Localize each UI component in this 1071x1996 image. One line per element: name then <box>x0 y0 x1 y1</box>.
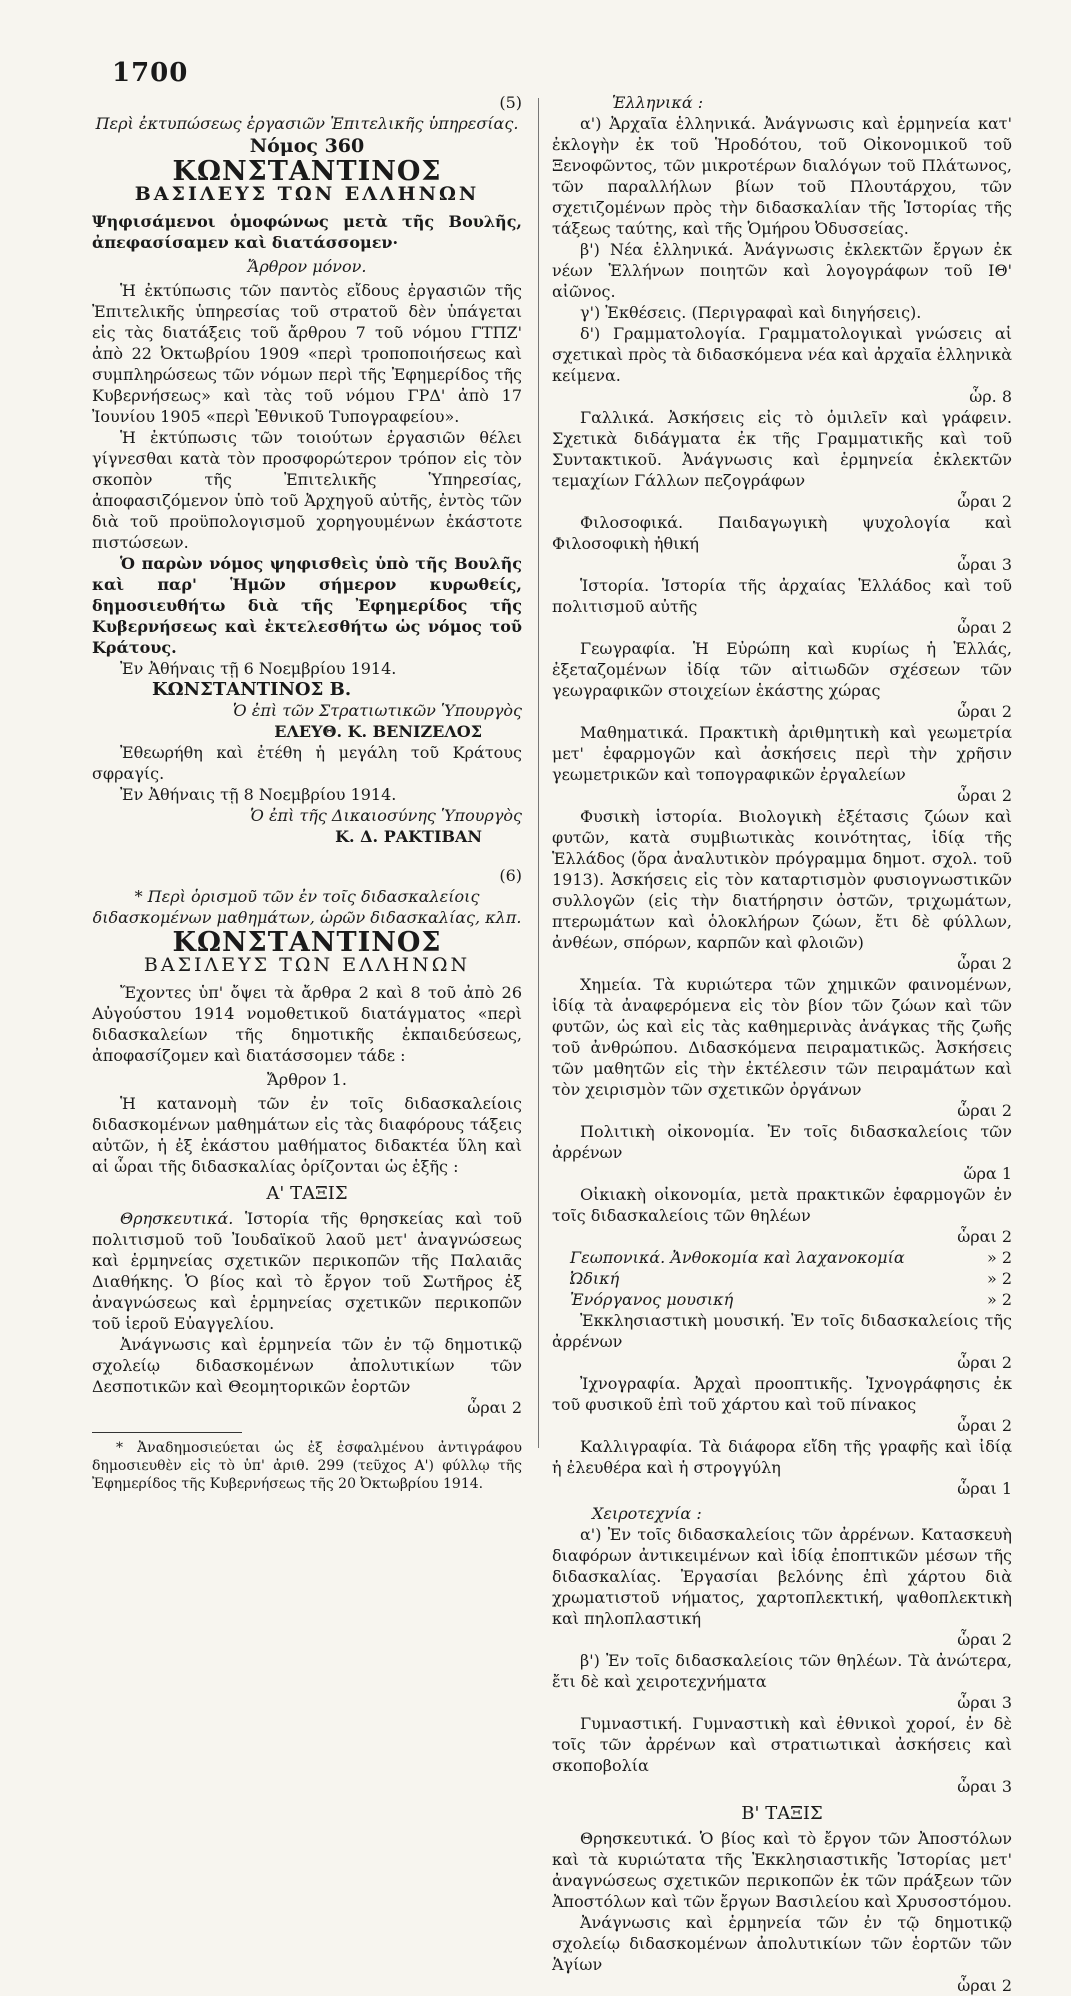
enactment-clause: Ψηφισάμενοι ὁμοφώνως μετὰ τῆς Βουλῆς, ἀπεφασίσαμεν καὶ διατάσσομεν· <box>92 212 522 252</box>
section-number-5: (5) <box>499 93 522 112</box>
hours: ὧραι 2 <box>467 1398 522 1417</box>
date-line: Ἐν Ἀθήναις τῇ 6 Νοεμβρίου 1914. <box>120 659 397 678</box>
hours: » 2 <box>986 1248 1012 1267</box>
subject-text: Γεωγραφία. Ἡ Εὐρώπη καὶ κυρίως ἡ Ἑλλάς, ἐξεταζομένων ἰδίᾳ τῶν αἰτιωδῶν σχέσεων τῶν γεωγραφικῶν στοιχείων ἑκάστης χώρας <box>552 639 1012 700</box>
king-subheading: ΒΑΣΙΛΕΥΣ ΤΩΝ ΕΛΛΗΝΩΝ <box>143 954 471 976</box>
class-heading-a: Α' ΤΑΞΙΣ <box>266 1183 348 1204</box>
law-number: Νόμος 360 <box>249 135 365 157</box>
hours: ὧραι 2 <box>957 1416 1012 1435</box>
article-heading: Ἄρθρον μόνον. <box>247 257 367 276</box>
subject-text: Οἰκιακὴ οἰκονομία, μετὰ πρακτικῶν ἐφαρμογῶν ἐν τοῖς διδασκαλείοις τῶν θηλέων <box>552 1185 1012 1225</box>
paragraph: Ἡ ἐκτύπωσις τῶν παντὸς εἴδους ἐργασιῶν τῆς Ἐπιτελικῆς ὑπηρεσίας τοῦ στρατοῦ δὲν ὑπάγεται εἰς τὰς διατάξεις τοῦ ἄρθρου 7 τοῦ νόμου ΓΤΠΖ' ἀπὸ 22 Ὀκτωβρίου 1909 «περὶ τροποποιήσεως καὶ συμπληρώσεως τῶν νόμων περὶ τῆς Ἐφημερίδος τῆς Κυβερνήσεως» καὶ τὰς τοῦ νόμου ΓΡΔ' ἀπὸ 17 Ἰουνίου 1905 «περὶ Ἐθνικοῦ Τυπογραφείου». <box>92 281 522 426</box>
hours: ὧραι 2 <box>957 618 1012 637</box>
king-heading: ΚΩΝΣΤΑΝΤΙΝΟΣ <box>172 927 442 958</box>
subject-text: Θρησκευτικά. Ὁ βίος καὶ τὸ ἔργον τῶν Ἀποστόλων καὶ τὰ κυριώτατα τῆς Ἐκκλησιαστικῆς Ἱστορίας μετ' ἀναγνώσεως σχετικῶν περικοπῶν ἐκ τῶν πράξεων τῶν Ἀποστόλων καὶ τῶν ἔργων Βασιλείου καὶ Χρυσοστόμου. <box>552 1829 1012 1911</box>
minister-title: Ὁ ἐπὶ τῶν Στρατιωτικῶν Ὑπουργὸς <box>232 701 522 720</box>
subject-text: β') Ἐν τοῖς διδασκαλείοις τῶν θηλέων. Τὰ ἀνώτερα, ἔτι δὲ καὶ χειροτεχνήματα <box>552 1651 1012 1691</box>
hours: ὧρ. 8 <box>969 387 1012 406</box>
hours: ὧραι 2 <box>957 786 1012 805</box>
subject-text: Ἐνόργανος μουσική <box>570 1290 734 1309</box>
hours: ὧραι 2 <box>957 1630 1012 1649</box>
left-column <box>92 92 522 1493</box>
subject-label: Χειροτεχνία : <box>592 1504 702 1523</box>
subject-text: Φυσικὴ ἱστορία. Βιολογικὴ ἐξέτασις ζώων καὶ φυτῶν, κατὰ συμβιωτικὰς κοινότητας, ἰδίᾳ τῆς Ἑλλάδος (ὅρα ἀναλυτικὸν πρόγραμμα δημοτ. σχολ. τοῦ 1913). Ἀσκήσεις εἰς τὸν καταρτισμὸν φυσιογνωστικῶν συλλογῶν (εἰς τὴν διατήρησιν ὀστῶν, τριχωμάτων, πτερωμάτων καὶ ὁλοκλήρων ζώων, ἔτι δὲ φύλλων, ἀνθέων, σπόρων, καρπῶν καὶ φλοιῶν) <box>552 807 1012 952</box>
hours: ὧραι 2 <box>957 954 1012 973</box>
king-signature: ΚΩΝΣΤΑΝΤΙΝΟΣ Β. <box>152 679 352 700</box>
section-number-6: (6) <box>499 866 522 885</box>
date-line: Ἐν Ἀθήναις τῇ 8 Νοεμβρίου 1914. <box>120 785 397 804</box>
hours: ὧραι 1 <box>957 1479 1012 1498</box>
subject-text: Πολιτικὴ οἰκονομία. Ἐν τοῖς διδασκαλείοις τῶν ἀρρένων <box>552 1122 1012 1162</box>
section-title-5: Περὶ ἐκτυπώσεως ἐργασιῶν Ἐπιτελικῆς ὑπηρεσίας. <box>95 114 519 133</box>
hours: ὧραι 3 <box>957 1777 1012 1796</box>
subject-text: Καλλιγραφία. Τὰ διάφορα εἴδη τῆς γραφῆς καὶ ἰδίᾳ ἡ ἐλευθέρα καὶ ἡ στρογγύλη <box>552 1437 1012 1477</box>
subject-text: Γυμναστική. Γυμναστικὴ καὶ ἐθνικοὶ χοροί, ἐν δὲ τοῖς τῶν ἀρρένων καὶ στρατιωτικαὶ ἀσκήσεις καὶ σκοποβολία <box>552 1714 1012 1775</box>
minister-name: Κ. Δ. ΡΑΚΤΙΒΑΝ <box>335 827 482 846</box>
king-heading: ΚΩΝΣΤΑΝΤΙΝΟΣ <box>172 156 442 187</box>
hours: » 2 <box>986 1269 1012 1288</box>
minister-name: ΕΛΕΥΘ. Κ. ΒΕΝΙΖΕΛΟΣ <box>274 722 482 741</box>
hours: ὧραι 3 <box>957 1693 1012 1712</box>
paragraph: Ἔχοντες ὑπ' ὄψει τὰ ἄρθρα 2 καὶ 8 τοῦ ἀπὸ 26 Αὐγούστου 1914 νομοθετικοῦ διατάγματος «περὶ διδασκαλείων τῆς δημοτικῆς ἐκπαιδεύσεως, ἀποφασίζομεν καὶ διατάσσομεν τάδε : <box>92 983 522 1065</box>
subject-text: Χημεία. Τὰ κυριώτερα τῶν χημικῶν φαινομένων, ἰδίᾳ τὰ ἀναφερόμενα εἰς τὸν βίον τῶν ζώων καὶ τῶν φυτῶν, ὡς καὶ εἰς τὰς καθημερινὰς ἀνάγκας τῆς ζωῆς τοῦ ἀνθρώπου. Διδασκόμενα πειραματικῶς. Ἀσκήσεις τῶν μαθητῶν εἰς τὴν ἐκτέλεσιν τῶν πειραμάτων καὶ τὸν χειρισμὸν τῶν σχετικῶν ὀργάνων <box>552 975 1012 1099</box>
page-number: 1700 <box>112 58 189 88</box>
subject-text: Ἱστορία. Ἱστορία τῆς ἀρχαίας Ἑλλάδος καὶ τοῦ πολιτισμοῦ αὐτῆς <box>552 576 1012 616</box>
subject-text: Μαθηματικά. Πρακτικὴ ἀριθμητικὴ καὶ γεωμετρία μετ' ἐφαρμογῶν καὶ ἀσκήσεις περὶ τὴν χρῆσιν γεωμετρικῶν καὶ τοπογραφικῶν ἐργαλείων <box>552 723 1012 784</box>
hours: ὧραι 2 <box>957 1227 1012 1246</box>
subject-label: Ἑλληνικά : <box>612 93 704 112</box>
subject-label: Θρησκευτικά. <box>120 1209 234 1228</box>
subject-text: γ') Ἐκθέσεις. (Περιγραφαὶ καὶ διηγήσεις). <box>580 303 922 322</box>
paragraph: Ἡ ἐκτύπωσις τῶν τοιούτων ἐργασιῶν θέλει γίγνεσθαι κατὰ τὸν προσφορώτερον τρόπον εἰς τὸν σκοπὸν τῆς Ἐπιτελικῆς Ὑπηρεσίας, ἀποφασιζόμενον ὑπὸ τοῦ Ἀρχηγοῦ αὐτῆς, ἐντὸς τῶν διὰ τοῦ προϋπολογισμοῦ χορηγουμένων ἑκάστοτε πιστώσεων. <box>92 428 522 552</box>
paragraph: Ἡ κατανομὴ τῶν ἐν τοῖς διδασκαλείοις διδασκομένων μαθημάτων εἰς τὰς διαφόρους τάξεις αὐτῶν, ἡ ἐξ ἑκάστου μαθήματος διδακτέα ὕλη καὶ αἱ ὧραι τῆς διδασκαλίας ὁρίζονται ὡς ἑξῆς : <box>92 1094 522 1176</box>
subject-text: Ἱστορία τῆς θρησκείας καὶ τοῦ πολιτισμοῦ τοῦ Ἰουδαϊκοῦ λαοῦ μετ' ἀναγνώσεως καὶ ἑρμηνείας σχετικῶν περικοπῶν τῆς Παλαιᾶς Διαθήκης. Ὁ βίος καὶ τὸ ἔργον τοῦ Σωτῆρος ἐξ ἀναγνώσεως καὶ ἑρμηνείας σχετικῶν περικοπῶν τοῦ ἱεροῦ Εὐαγγελίου. <box>92 1209 522 1333</box>
subject-text: δ') Γραμματολογία. Γραμματολογικαὶ γνώσεις αἱ σχετικαὶ πρὸς τὰ διδασκόμενα νέα καὶ ἀρχαῖα ἑλληνικὰ κείμενα. <box>552 324 1012 385</box>
minister-title: Ὁ ἐπὶ τῆς Δικαιοσύνης Ὑπουργὸς <box>250 806 522 825</box>
hours: ὧραι 2 <box>957 702 1012 721</box>
column-divider <box>538 98 539 1448</box>
class-heading-b: Β' ΤΑΞΙΣ <box>741 1803 823 1824</box>
hours: ὥρα 1 <box>963 1164 1012 1183</box>
paragraph: Ὁ παρὼν νόμος ψηφισθεὶς ὑπὸ τῆς Βουλῆς καὶ παρ' Ἡμῶν σήμερον κυρωθείς, δημοσιευθήτω διὰ τῆς Ἐφημερίδος τῆς Κυβερνήσεως καὶ ἐκτελεσθήτω ὡς νόμος τοῦ Κράτους. <box>92 554 522 657</box>
subject-text: Ἀνάγνωσις καὶ ἑρμηνεία τῶν ἐν τῷ δημοτικῷ σχολείῳ διδασκομένων ἀπολυτικίων τῶν Δεσποτικῶν καὶ Θεομητορικῶν ἑορτῶν <box>92 1335 522 1396</box>
subject-text: Ἐκκλησιαστικὴ μουσική. Ἐν τοῖς διδασκαλείοις τῆς ἀρρένων <box>552 1311 1012 1351</box>
right-column <box>552 92 1012 1996</box>
subject-text: Ὠδική <box>570 1269 620 1288</box>
subject-text: Φιλοσοφικά. Παιδαγωγικὴ ψυχολογία καὶ Φιλοσοφικὴ ἠθική <box>552 513 1012 553</box>
hours: ὧραι 2 <box>957 492 1012 511</box>
footnote: * Ἀναδημοσιεύεται ὡς ἐξ ἐσφαλμένου ἀντιγράφου δημοσιευθὲν εἰς τὸ ὑπ' ἀριθ. 299 (τεῦχος Α') φύλλῳ τῆς Ἐφημερίδος τῆς Κυβερνήσεως τῆς 20 Ὀκτωβρίου 1914. <box>92 1440 522 1492</box>
subject-text: Ἀνάγνωσις καὶ ἑρμηνεία τῶν ἐν τῷ δημοτικῷ σχολείῳ διδασκομένων ἀπολυτικίων τῶν ἑορτῶν τῶν Ἁγίων <box>552 1913 1012 1974</box>
section-title-6: * Περὶ ὁρισμοῦ τῶν ἐν τοῖς διδασκαλείοις διδασκομένων μαθημάτων, ὡρῶν διδασκαλίας, κλπ. <box>92 887 522 927</box>
subject-text: Γαλλικά. Ἀσκήσεις εἰς τὸ ὁμιλεῖν καὶ γράφειν. Σχετικὰ διδάγματα ἐκ τῆς Γραμματικῆς καὶ τοῦ Συντακτικοῦ. Ἀνάγνωσις καὶ ἑρμηνεία ἐκλεκτῶν τεμαχίων Γάλλων πεζογράφων <box>552 408 1012 490</box>
subject-text: Γεωπονικά. Ἀνθοκομία καὶ λαχανοκομία <box>570 1248 905 1267</box>
hours: ὧραι 2 <box>957 1976 1012 1995</box>
hours: ὧραι 3 <box>957 555 1012 574</box>
article-heading: Ἄρθρον 1. <box>267 1070 347 1089</box>
king-subheading: ΒΑΣΙΛΕΥΣ ΤΩΝ ΕΛΛΗΝΩΝ <box>134 183 480 205</box>
subject-text: Ἰχνογραφία. Ἀρχαὶ προοπτικῆς. Ἰχνογράφησις ἐκ τοῦ φυσικοῦ ἐπὶ τοῦ χάρτου καὶ τοῦ πίνακος <box>552 1374 1012 1414</box>
hours: ὧραι 2 <box>957 1353 1012 1372</box>
subject-text: α') Ἐν τοῖς διδασκαλείοις τῶν ἀρρένων. Κατασκευὴ διαφόρων ἀντικειμένων καὶ ἰδίᾳ ἐποπτικῶν μέσων τῆς διδασκαλίας. Ἐργασίαι βελόνης ἐπὶ χάρτου διὰ χρωματιστοῦ νήματος, χαρτοπλεκτική, ψαθοπλεκτικὴ καὶ πηλοπλαστική <box>552 1525 1012 1628</box>
seal-line: Ἐθεωρήθη καὶ ἐτέθη ἡ μεγάλη τοῦ Κράτους σφραγίς. <box>92 743 522 783</box>
footnote-rule <box>92 1432 242 1433</box>
subject-text: β') Νέα ἑλληνικά. Ἀνάγνωσις ἐκλεκτῶν ἔργων ἐκ νέων Ἑλλήνων ποιητῶν καὶ λογογράφων τοῦ ΙΘ' αἰῶνος. <box>552 240 1012 301</box>
subject-text: α') Ἀρχαῖα ἑλληνικά. Ἀνάγνωσις καὶ ἑρμηνεία κατ' ἐκλογὴν ἐκ τοῦ Ἡροδότου, τοῦ Οἰκονομικοῦ τοῦ Ξενοφῶντος, τῶν μικροτέρων διαλόγων τοῦ Πλάτωνος, τῶν παραλλήλων βίων τοῦ Πλουτάρχου, τῶν σχετιζομένων πρὸς τὴν διδασκαλίαν τῆς Ἱστορίας τῆς τάξεως ταύτης, καὶ τῆς Ὁμήρου Ὀδυσσείας. <box>552 114 1012 238</box>
hours: » 2 <box>986 1290 1012 1309</box>
hours: ὧραι 2 <box>957 1101 1012 1120</box>
